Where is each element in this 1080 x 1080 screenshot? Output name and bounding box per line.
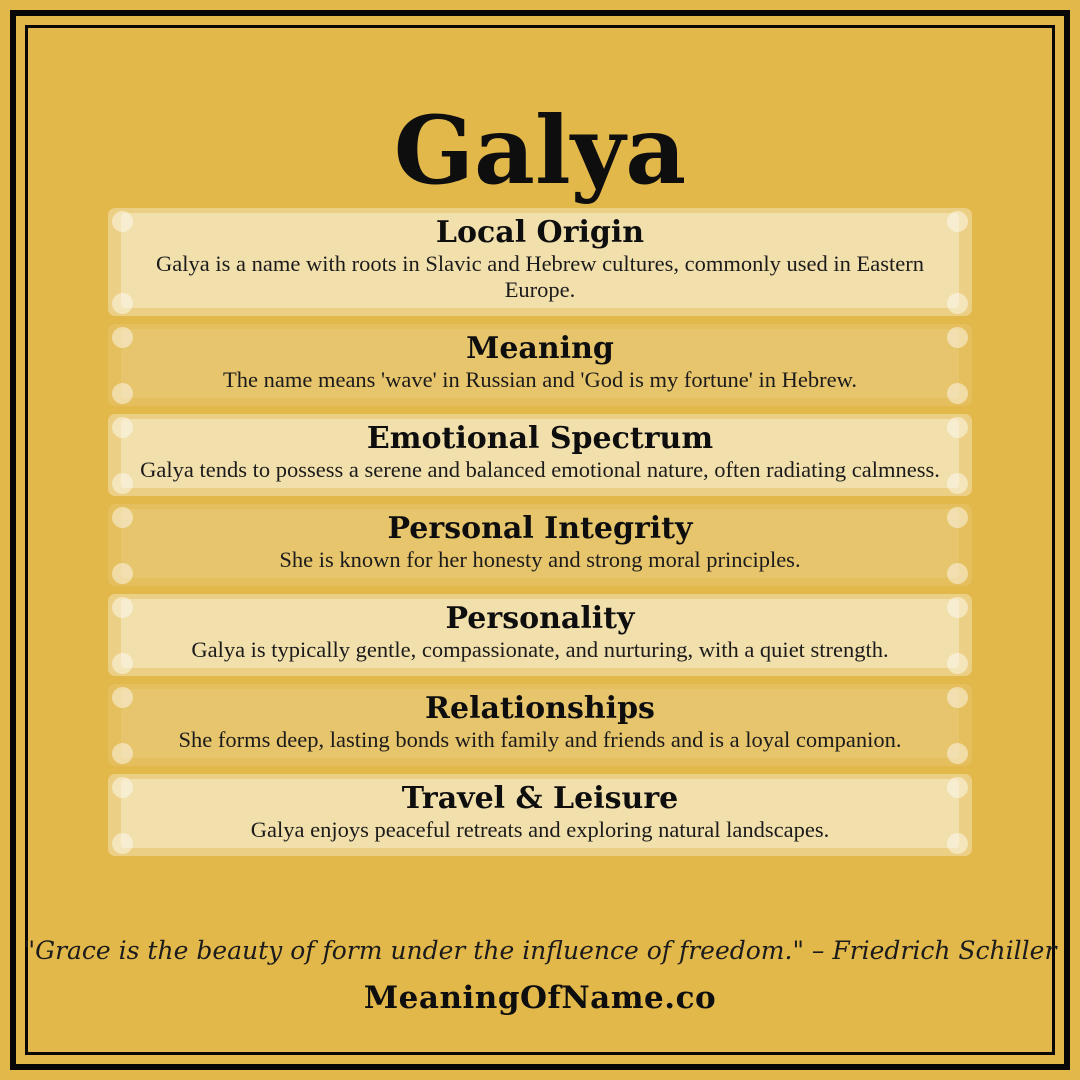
section-body: Galya enjoys peaceful retreats and exploring natural landscapes. bbox=[250, 817, 830, 842]
section-card-personality bbox=[108, 594, 972, 676]
section-card-meaning bbox=[108, 324, 972, 406]
section-heading: Emotional Spectrum bbox=[366, 421, 714, 456]
section-card-emotional-spectrum bbox=[108, 414, 972, 496]
section-heading: Personal Integrity bbox=[387, 511, 693, 546]
section-body: The name means 'wave' in Russian and 'God is my fortune' in Hebrew. bbox=[223, 367, 857, 392]
section-heading: Personality bbox=[445, 601, 635, 636]
section-card-travel-leisure bbox=[108, 774, 972, 856]
section-heading: Relationships bbox=[425, 691, 655, 726]
section-body: Galya is a name with roots in Slavic and Hebrew cultures, commonly used in Eastern Europe. bbox=[156, 251, 924, 302]
section-heading: Local Origin bbox=[435, 215, 645, 250]
section-heading: Meaning bbox=[466, 331, 614, 366]
section-content bbox=[108, 414, 972, 496]
section-card-personal-integrity bbox=[108, 504, 972, 586]
section-content bbox=[108, 324, 972, 406]
section-body: Galya tends to possess a serene and balanced emotional nature, often radiating calmness. bbox=[140, 457, 940, 482]
page-title: Galya bbox=[393, 95, 687, 206]
section-content bbox=[108, 774, 972, 856]
section-body: Galya is typically gentle, compassionate, and nurturing, with a quiet strength. bbox=[191, 637, 889, 662]
section-heading: Travel & Leisure bbox=[401, 781, 679, 816]
site-name: MeaningOfName.co bbox=[363, 980, 717, 1016]
section-content bbox=[108, 208, 972, 316]
footer-quote: "Grace is the beauty of form under the influence of freedom." – Friedrich Schiller bbox=[23, 936, 1057, 965]
section-card-local-origin bbox=[108, 208, 972, 316]
section-content bbox=[108, 504, 972, 586]
section-body: She is known for her honesty and strong moral principles. bbox=[279, 547, 801, 572]
sections-list bbox=[108, 208, 972, 856]
section-body: She forms deep, lasting bonds with family and friends and is a loyal companion. bbox=[178, 727, 902, 752]
section-content bbox=[108, 684, 972, 766]
section-card-relationships bbox=[108, 684, 972, 766]
section-content bbox=[108, 594, 972, 676]
